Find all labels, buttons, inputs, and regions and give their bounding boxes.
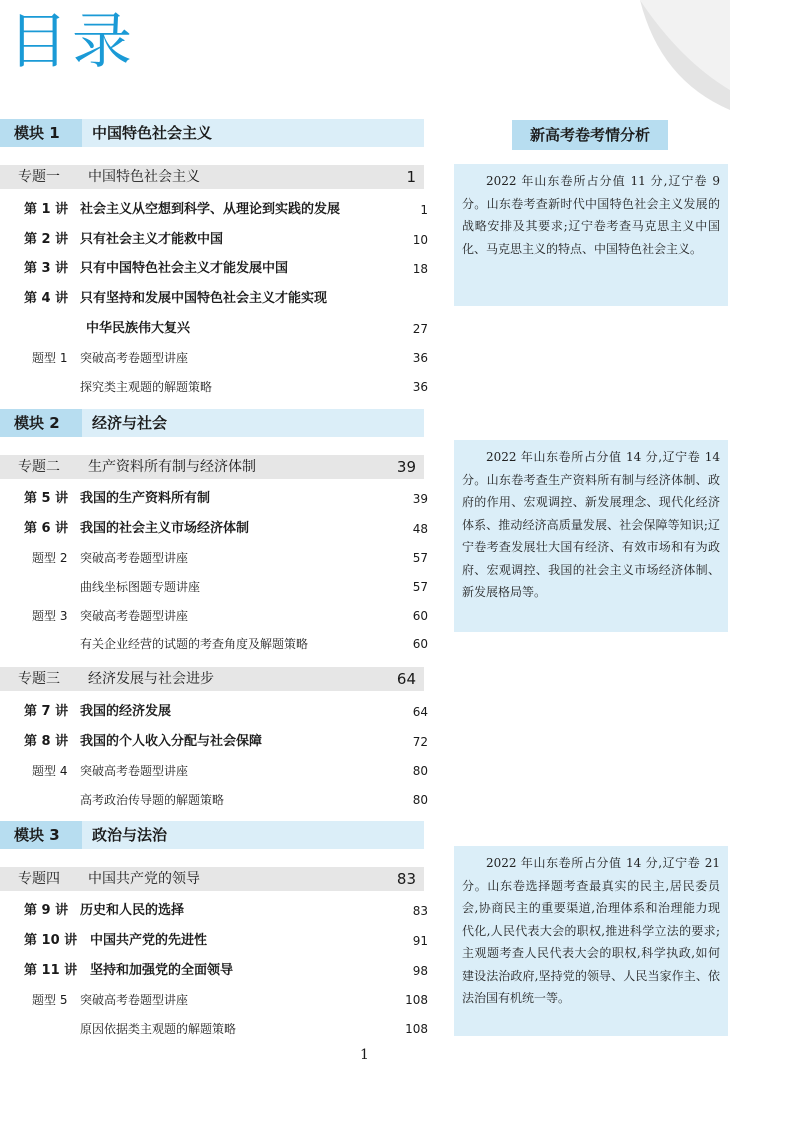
topic-name: 专题三 — [18, 671, 60, 687]
toc-text: 只有中国特色社会主义才能发展中国 — [80, 261, 289, 276]
toc-page: 108 — [405, 993, 428, 1007]
toc-label: 第 9 讲 — [24, 903, 69, 918]
toc-text: 我国的个人收入分配与社会保障 — [80, 734, 263, 749]
toc-row[interactable] — [0, 377, 428, 397]
topic-title: 中国共产党的领导 — [88, 871, 200, 887]
toc-text: 突破高考卷题型讲座 — [80, 551, 189, 565]
toc-row[interactable] — [0, 577, 428, 597]
toc-row[interactable] — [0, 289, 428, 309]
toc-text: 我国的生产资料所有制 — [80, 491, 211, 506]
toc-page: 80 — [412, 793, 428, 807]
toc-page: 27 — [412, 322, 428, 336]
module-header[interactable] — [0, 821, 424, 849]
toc-row[interactable] — [0, 961, 428, 981]
toc-text: 曲线坐标图题专题讲座 — [80, 580, 201, 594]
toc-page: 98 — [412, 964, 428, 978]
toc-text: 高考政治传导题的解题策略 — [80, 793, 225, 807]
toc-label: 第 7 讲 — [24, 704, 69, 719]
toc-page: 83 — [412, 904, 428, 918]
toc-text: 我国的经济发展 — [80, 704, 172, 719]
topic-title: 经济发展与社会进步 — [88, 671, 214, 687]
module-tag: 模块 1 — [0, 119, 82, 147]
toc-text: 历史和人民的选择 — [80, 903, 185, 918]
toc-page: 36 — [412, 351, 428, 365]
toc-row[interactable] — [0, 761, 428, 781]
toc-page: 72 — [412, 735, 428, 749]
toc-text: 探究类主观题的解题策略 — [80, 380, 213, 394]
topic-title: 中国特色社会主义 — [88, 169, 200, 185]
toc-text: 突破高考卷题型讲座 — [80, 351, 189, 365]
toc-label: 第 1 讲 — [24, 202, 69, 217]
toc-label: 第 2 讲 — [24, 232, 69, 247]
toc-page: 18 — [412, 262, 428, 276]
toc-row[interactable] — [0, 790, 428, 810]
toc-label: 第 8 讲 — [24, 734, 69, 749]
topic-page: 83 — [396, 870, 416, 888]
toc-label: 题型 3 — [32, 609, 68, 623]
toc-text: 突破高考卷题型讲座 — [80, 609, 189, 623]
module-title: 中国特色社会主义 — [92, 124, 213, 142]
analysis-header: 新高考卷考情分析 — [512, 120, 668, 150]
toc-text: 我国的社会主义市场经济体制 — [80, 521, 250, 536]
toc-row[interactable] — [0, 548, 428, 568]
toc-label: 题型 4 — [32, 764, 68, 778]
toc-page: 36 — [412, 380, 428, 394]
module-title: 经济与社会 — [92, 414, 168, 432]
toc-text: 中国共产党的先进性 — [90, 933, 208, 948]
topic-name: 专题二 — [18, 459, 60, 475]
topic-row[interactable] — [0, 867, 424, 891]
toc-row[interactable] — [0, 319, 428, 339]
toc-row[interactable] — [0, 230, 428, 250]
topic-page: 1 — [406, 168, 416, 186]
toc-row[interactable] — [0, 732, 428, 752]
toc-label: 第 5 讲 — [24, 491, 69, 506]
toc-page: 39 — [412, 492, 428, 506]
toc-row[interactable] — [0, 519, 428, 539]
toc-row[interactable] — [0, 259, 428, 279]
toc-row[interactable] — [0, 702, 428, 722]
toc-page: 57 — [412, 580, 428, 594]
toc-text: 突破高考卷题型讲座 — [80, 993, 189, 1007]
toc-row[interactable] — [0, 990, 428, 1010]
analysis-box: 2022 年山东卷所占分值 14 分,辽宁卷 21 分。山东卷选择题考查最真实的民主,居民委员会,协商民主的重要渠道,治理体系和治理能力现代化,人民代表大会的职权,推进科学立法的要求;主观题考查人民代表大会的职权,科学执政,如何建设法治政府,坚持党的领导、人民当家作主、依法治国有机统一等。 — [454, 846, 728, 1036]
toc-page: 57 — [412, 551, 428, 565]
topic-row[interactable] — [0, 165, 424, 189]
toc-text: 原因依据类主观题的解题策略 — [80, 1022, 237, 1036]
toc-page: 1 — [420, 203, 428, 217]
analysis-box: 2022 年山东卷所占分值 11 分,辽宁卷 9 分。山东卷考查新时代中国特色社会主义发展的战略安排及其要求;辽宁卷考查马克思主义中国化、马克思主义的特点、中国特色社会主义。 — [454, 164, 728, 306]
topic-name: 专题四 — [18, 871, 60, 887]
toc-text: 只有坚持和发展中国特色社会主义才能实现 — [80, 291, 328, 306]
toc-row[interactable] — [0, 1019, 428, 1039]
toc-label: 第 10 讲 — [24, 933, 78, 948]
toc-page: 91 — [412, 934, 428, 948]
toc-row[interactable] — [0, 634, 428, 654]
toc-label: 题型 5 — [32, 993, 68, 1007]
toc-label: 题型 1 — [32, 351, 68, 365]
toc-page: 80 — [412, 764, 428, 778]
toc-text: 社会主义从空想到科学、从理论到实践的发展 — [80, 202, 341, 217]
page-title: 目录 — [8, 7, 136, 77]
toc-row[interactable] — [0, 931, 428, 951]
toc-label: 第 6 讲 — [24, 521, 69, 536]
module-header[interactable] — [0, 409, 424, 437]
toc-text: 有关企业经营的试题的考查角度及解题策略 — [80, 637, 309, 651]
toc-page: 108 — [405, 1022, 428, 1036]
toc-row[interactable] — [0, 901, 428, 921]
toc-text: 突破高考卷题型讲座 — [80, 764, 189, 778]
module-tag: 模块 2 — [0, 409, 82, 437]
topic-name: 专题一 — [18, 169, 60, 185]
topic-title: 生产资料所有制与经济体制 — [88, 459, 256, 475]
module-header[interactable] — [0, 119, 424, 147]
toc-text: 中华民族伟大复兴 — [86, 321, 191, 336]
analysis-box: 2022 年山东卷所占分值 14 分,辽宁卷 14 分。山东卷考查生产资料所有制与经济体制、政府的作用、宏观调控、新发展理念、现代化经济体系、推动经济高质量发展、社会保障等知识;辽宁卷考查发展壮大国有经济、有效市场和有为政府、宏观调控、我国的社会主义市场经济体制、新发展格局等。 — [454, 440, 728, 632]
module-tag: 模块 3 — [0, 821, 82, 849]
page-curl-decoration — [620, 0, 730, 110]
toc-text: 只有社会主义才能救中国 — [80, 232, 224, 247]
toc-row[interactable] — [0, 489, 428, 509]
toc-page: 10 — [412, 233, 428, 247]
toc-label: 第 3 讲 — [24, 261, 69, 276]
topic-page: 39 — [396, 458, 416, 476]
topic-row[interactable] — [0, 667, 424, 691]
module-title: 政治与法治 — [92, 826, 168, 844]
toc-row[interactable] — [0, 606, 428, 626]
toc-label: 第 11 讲 — [24, 963, 78, 978]
toc-page: 60 — [412, 609, 428, 623]
toc-page: 64 — [412, 705, 428, 719]
toc-row[interactable] — [0, 200, 428, 220]
toc-row[interactable] — [0, 348, 428, 368]
toc-label: 第 4 讲 — [24, 291, 69, 306]
topic-row[interactable] — [0, 455, 424, 479]
page-number: 1 — [360, 1047, 369, 1063]
topic-page: 64 — [396, 670, 416, 688]
toc-text: 坚持和加强党的全面领导 — [90, 963, 234, 978]
toc-label: 题型 2 — [32, 551, 68, 565]
toc-page: 48 — [412, 522, 428, 536]
toc-page: 60 — [412, 637, 428, 651]
